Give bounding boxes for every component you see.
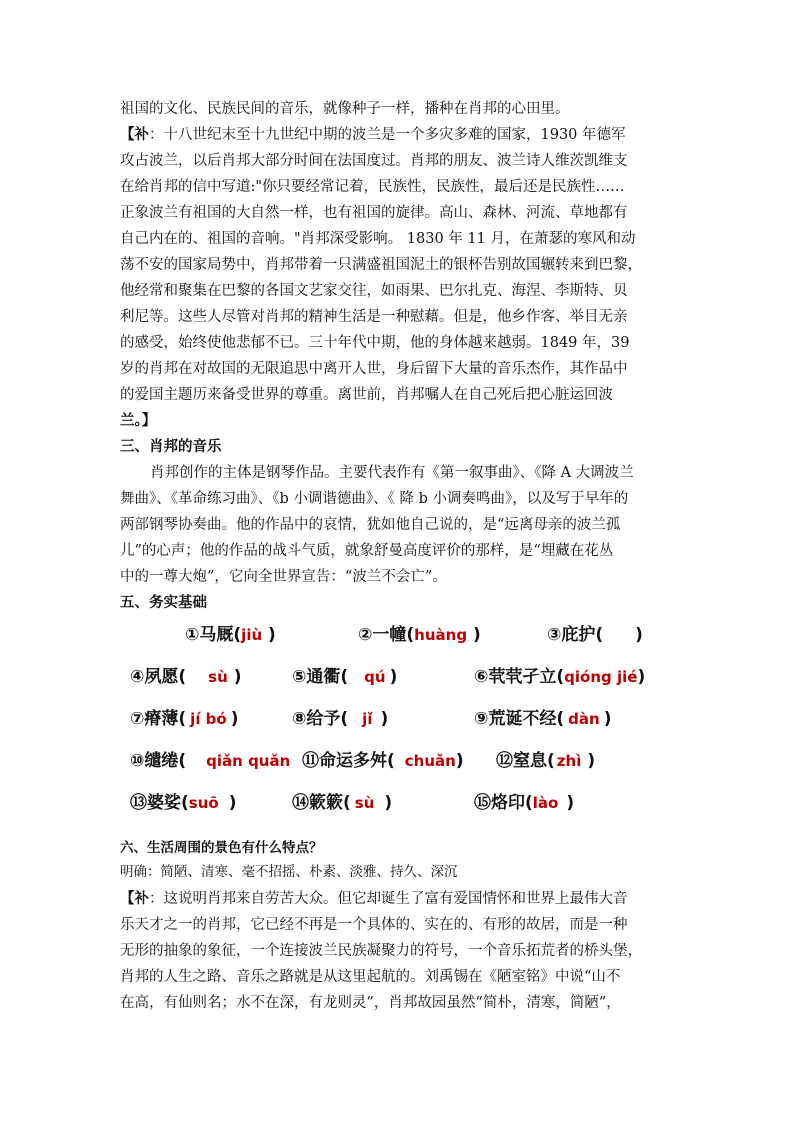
vocab-close: ) [455, 751, 464, 771]
vocab-item [496, 746, 595, 771]
vocab-pinyin: qiǎn quǎn [206, 752, 291, 770]
vocab-pinyin: lào [532, 794, 559, 812]
vocab-pinyin: huàng [414, 626, 468, 644]
section-heading: 三、肖邦的音乐 [120, 439, 222, 455]
text-line: 舞曲》、《革命练习曲》、《b 小调谐德曲》、《 降 b 小调奏鸣曲》，以及写于早年的 [120, 491, 629, 507]
vocab-word: ⑫窒息( [496, 751, 555, 771]
vocab-item [474, 662, 645, 687]
vocab-close: ) [603, 709, 612, 729]
text-line: 利尼等。这些人尽管对肖邦的精神生活是一种慰藉。但是，他乡作客、举目无亲 [120, 309, 628, 325]
vocab-word: ⑭簌簌( [292, 793, 351, 813]
vocab-item [130, 704, 239, 729]
vocab-item [185, 620, 276, 645]
text-line: 荡不安的国家局势中，肖邦带着一只满盛祖国泥土的银杯告别故国辗转来到巴黎， [120, 257, 642, 273]
vocab-word: ①马厩( [185, 625, 242, 645]
vocab-pinyin: jí bó [190, 710, 227, 728]
text-line: 他经常和聚集在巴黎的各国文艺家交往，如雨果、巴尔扎克、海涅、李斯特、贝 [120, 283, 628, 299]
vocab-item [547, 620, 643, 645]
vocab-pinyin: qióng jié [564, 668, 638, 686]
vocab-word: ③庇护( [547, 625, 604, 645]
text-line: 两部钢琴协奏曲。他的作品中的哀情，犹如他自己说的，是“远离母亲的波兰孤 [120, 517, 621, 533]
text-line [120, 122, 680, 148]
section-heading: 五、务实基础 [120, 595, 207, 611]
vocab-pinyin: chuǎn [404, 752, 456, 770]
text-line: 自己内在的、祖国的音响。"肖邦深受影响。 1830 年 11 月，在萧瑟的寒风和动 [120, 231, 636, 247]
vocab-item [474, 704, 612, 729]
text-line: 肖邦的人生之路、音乐之路就是从这里起航的。刘禹锡在《陋室铭》中说“山不 [120, 969, 621, 985]
vocab-close: ) [230, 709, 239, 729]
vocab-item [474, 788, 574, 813]
text-line: 无形的抽象的象征，一个连接波兰民族凝聚力的符号，一个音乐拓荒者的桥头堡， [120, 943, 642, 959]
vocab-item [292, 788, 392, 813]
text-span: ：这说明肖邦来自劳苦大众。但它却诞生了富有爱国情怀和世界上最伟大音 [149, 891, 628, 907]
text-line: 在给肖邦的信中写道:"你只要经常记着，民族性，民族性，最后还是民族性…… [120, 179, 625, 195]
vocab-word: ②一幢( [358, 625, 415, 645]
text-line: 中的一尊大炮”，它向全世界宣告：“波兰不会亡”。 [120, 569, 447, 585]
text-line [120, 886, 680, 912]
vocab-word: ⑩缱绻( [130, 751, 187, 771]
vocab-word: ⑥茕茕孑立( [474, 667, 565, 687]
vocab-word: ⑪命运多舛( [302, 751, 395, 771]
text-span: ：十八世纪末至十九世纪中期的波兰是一个多灾多难的国家，1930 年德军 [149, 127, 626, 143]
text-line: 在高，有仙则名；水不在深，有龙则灵”，肖邦故园虽然“简朴，清寒，简陋”， [120, 995, 621, 1011]
vocab-item [292, 704, 388, 729]
vocab-pinyin: jiù [241, 626, 263, 644]
vocab-close: ) [233, 667, 242, 687]
text-line: 正象波兰有祖国的大自然一样，也有祖国的旋律。高山、森林、河流、草地都有 [120, 205, 628, 221]
supplement-label: 【补 [120, 126, 149, 143]
vocab-close: ) [587, 751, 596, 771]
text-line: 儿”的心声；他的作品的战斗气质，就象舒曼高度评价的那样，是“埋藏在花丛 [120, 543, 614, 559]
vocab-item [292, 662, 397, 687]
vocab-pinyin: suō [188, 794, 219, 812]
vocab-word: ⑤通衢( [292, 667, 349, 687]
vocab-word: ⑦瘠薄( [130, 709, 187, 729]
vocab-pinyin: dàn [568, 710, 600, 728]
text-line: 兰。】 [120, 412, 157, 429]
vocab-item [130, 788, 236, 813]
vocab-pinyin: sù [208, 668, 228, 686]
vocab-word: ⑧给予( [292, 709, 349, 729]
text-line: 的感受，始终使他悲郁不已。三十年代中期，他的身体越来越弱。1849 年，39 [120, 335, 630, 351]
answer-line: 明确：简陋、清寒、毫不招摇、朴素、淡雅、持久、深沉 [120, 864, 458, 880]
vocab-pinyin: sù [354, 794, 375, 812]
vocab-close: ) [566, 793, 575, 813]
vocab-item [130, 746, 290, 771]
vocab-close: ) [228, 793, 237, 813]
vocab-item [302, 746, 464, 771]
text-line: 岁的肖邦在对故国的无限追思中离开人世，身后留下大量的音乐杰作，其作品中 [120, 361, 628, 377]
vocab-close: ) [389, 667, 398, 687]
vocab-word: ⑬婆娑( [130, 793, 189, 813]
vocab-item [130, 662, 242, 687]
text-line: 肖邦创作的主体是钢琴作品。主要代表作有《第一叙事曲》、《降 A 大调波兰 [150, 465, 634, 481]
text-line: 的爱国主题历来备受世界的尊重。离世前，肖邦嘱人在自己死后把心脏运回波 [120, 387, 613, 403]
vocab-word: ⑨荒诞不经( [474, 709, 565, 729]
vocab-item [358, 620, 481, 645]
vocab-close: ) [380, 709, 389, 729]
text-line: 祖国的文化、民族民间的音乐，就像种子一样，播种在肖邦的心田里。 [120, 101, 570, 117]
section-heading: 六、生活周围的景色有什么特点？ [120, 840, 323, 856]
vocab-word: ④夙愿( [130, 667, 187, 687]
vocab-close: ) [467, 625, 481, 645]
vocab-close: ) [262, 625, 276, 645]
vocab-close: ) [384, 793, 393, 813]
vocab-pinyin: jǐ [362, 710, 373, 728]
text-line: 乐天才之一的肖邦，它已经不再是一个具体的、实在的、有形的故居，而是一种 [120, 917, 628, 933]
vocab-close: ) [629, 625, 643, 645]
vocab-close: ) [637, 667, 646, 687]
vocab-word: ⑮烙印( [474, 793, 533, 813]
vocab-pinyin: qú [364, 668, 386, 686]
text-line: 攻占波兰，以后肖邦大部分时间在法国度过。肖邦的朋友、波兰诗人维茨凯维支 [120, 153, 628, 169]
vocab-pinyin: zhì [556, 752, 582, 770]
supplement-label: 【补 [120, 890, 149, 907]
